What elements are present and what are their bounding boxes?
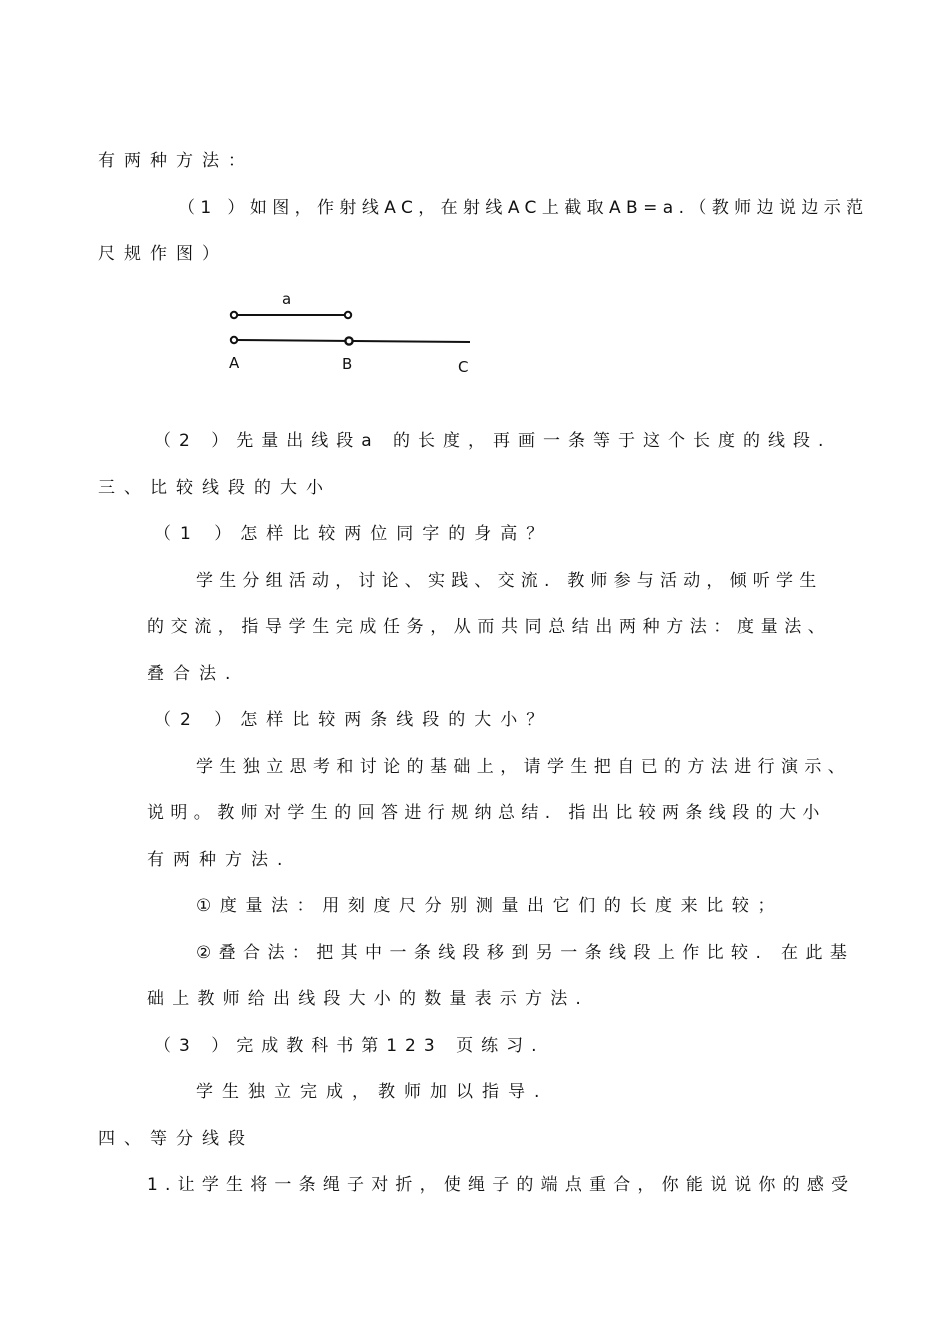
text-line-18: 学生独立完成，教师加以指导. — [196, 1082, 549, 1102]
text-line-13: 有两种方法. — [147, 850, 292, 870]
point-a-marker — [231, 337, 237, 343]
point-b-label: B — [342, 355, 353, 373]
text-line-8: 的交流，指导学生完成任务，从而共同总结出两种方法：度量法、 — [147, 617, 832, 637]
segment-a-label: a — [282, 290, 292, 308]
text-line-16: 础上教师给出线段大小的数量表示方法. — [147, 989, 590, 1009]
text-line-3: 尺规作图） — [98, 244, 228, 264]
text-line-11: 学生独立思考和讨论的基础上，请学生把自已的方法进行演示、 — [196, 757, 852, 777]
text-line-10: （2 ）怎样比较两条线段的大小？ — [154, 710, 553, 730]
ray-construction-figure — [220, 285, 490, 385]
text-line-17: （3 ）完成教科书第123 页练习. — [154, 1036, 545, 1056]
text-line-2: （1 ）如图，作射线AC，在射线AC上截取AB=a.（教师边说边示范 — [178, 198, 869, 218]
point-a-label: A — [229, 354, 240, 372]
text-line-14: ①度量法：用刻度尺分别测量出它们的长度来比较； — [196, 896, 784, 916]
text-line-4: （2 ）先量出线段a 的长度，再画一条等于这个长度的线段. — [154, 431, 832, 451]
text-line-15: ②叠合法：把其中一条线段移到另一条线段上作比较. 在此基 — [196, 943, 855, 963]
segment-a-left-endpoint — [231, 312, 237, 318]
text-line-12: 说明。教师对学生的回答进行规纳总结. 指出比较两条线段的大小 — [147, 803, 826, 823]
text-line-9: 叠合法. — [147, 664, 240, 684]
point-c-label: C — [458, 358, 469, 376]
text-line-7: 学生分组活动，讨论、实践、交流. 教师参与活动，倾听学生 — [196, 571, 823, 591]
text-line-20: 1.让学生将一条绳子对折，使绳子的端点重合，你能说说你的感受 — [147, 1175, 856, 1195]
text-line-1: 有两种方法： — [98, 151, 254, 171]
segment-a-right-endpoint — [345, 312, 351, 318]
section-heading-3: 三、比较线段的大小 — [98, 478, 332, 498]
point-b-marker — [345, 337, 352, 344]
section-heading-4: 四、等分线段 — [98, 1129, 254, 1149]
text-line-6: （1 ）怎样比较两位同字的身高？ — [154, 524, 553, 544]
